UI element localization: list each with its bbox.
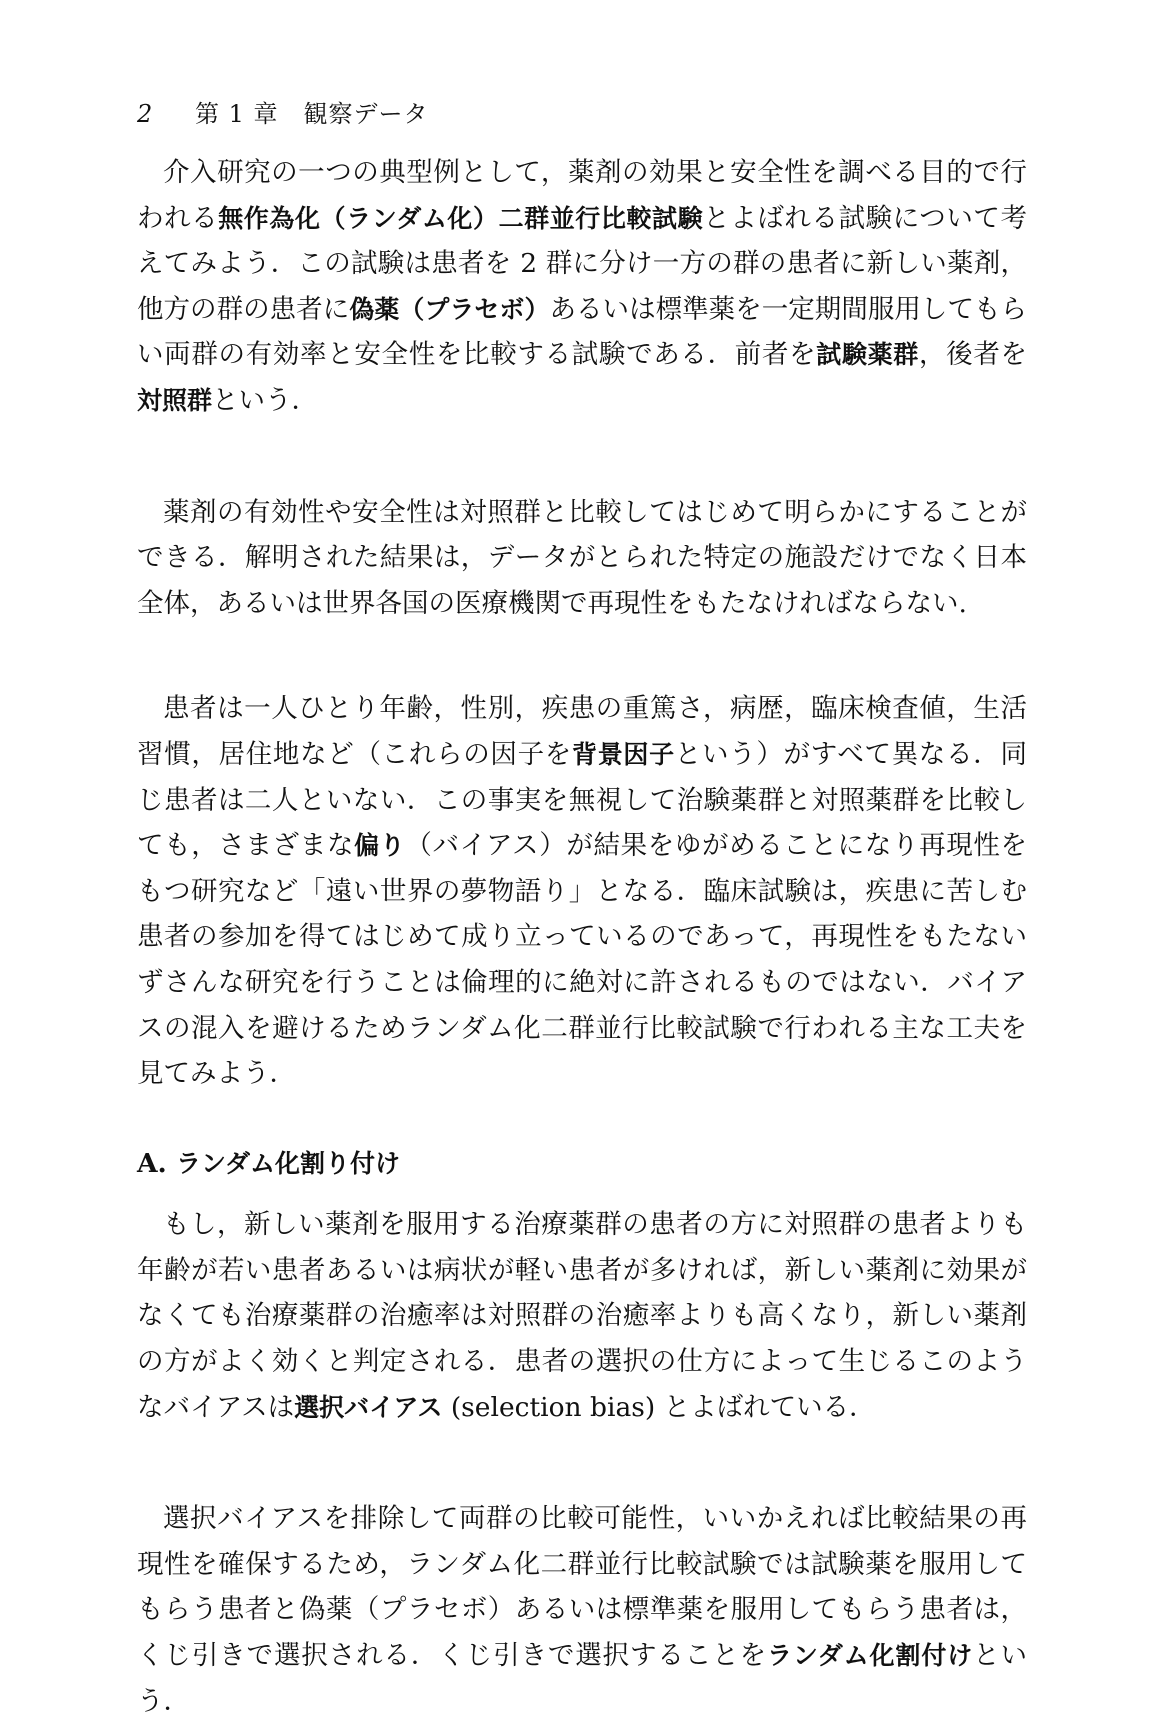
- text-run: あるいは標準薬を一定期間服用してもらい両群の有効率と安全性を比較する試験である．前者を: [137, 293, 1028, 371]
- text-run: 薬剤の有効性や安全性は対照群と比較してはじめて明らかにすることができる．解明された結果は，データがとられた特定の施設だけでなく日本全体，あるいは世界各国の医療機関で再現性をもたなければならない.: [137, 496, 1027, 619]
- bold-term: 偏り: [354, 831, 406, 861]
- paragraph-randomized-allocation: [137, 1496, 1027, 1724]
- bold-term: 背景因子: [572, 739, 675, 769]
- text-run: もし，新しい薬剤を服用する治療薬群の患者の方に対照群の患者よりも年齢が若い患者あるいは病状が軽い患者が多ければ，新しい薬剤に効果がなくても治療薬群の治癒率は対照群の治癒率よりも高くなり，新しい薬剤の方がよく効くと判定される．患者の選択の仕方によって生じるこのようなバイアスは: [137, 1209, 1027, 1423]
- section-number: A.: [137, 1147, 167, 1179]
- text-run: （バイアス）が結果をゆがめることになり再現性をもつ研究など「遠い世界の夢物語り」となる．臨床試験は，疾患に苦しむ患者の参加を得てはじめて成り立っているのであって，再現性をもたないずさんな研究を行うことは倫理的に絶対に許されるものではない．バイアスの混入を避けるためランダム化二群並行比較試験で行われる主な工夫を見てみよう．: [137, 830, 1027, 1090]
- section-heading: [137, 1141, 1027, 1187]
- section-title: ランダム化割り付け: [176, 1148, 401, 1178]
- text-run: という）がすべて異なる．同じ患者は二人といない．この事実を無視して治験薬群と対照薬群を比較しても，さまざまな: [137, 738, 1027, 862]
- paragraph-selection-bias: [137, 1202, 1027, 1430]
- bold-term: 無作為化（ランダム化）二群並行比較試験: [218, 203, 704, 233]
- paragraph-intervention-study: [137, 150, 1027, 424]
- text-run: ，後者を: [918, 339, 1027, 371]
- bold-term: 選択バイアス: [294, 1392, 443, 1422]
- document-page: [137, 96, 1027, 1724]
- bold-term: 偽薬（プラセボ）: [349, 294, 550, 324]
- text-run: (selection bias) とよばれている．: [442, 1391, 876, 1423]
- text-run: 患者は一人ひとり年齢，性別，疾患の重篤さ，病歴，臨床検査値，生活習慣，居住地など（これらの因子を: [137, 693, 1027, 770]
- page-number: 2: [137, 100, 153, 128]
- paragraph-background-factors: [137, 686, 1027, 1096]
- paragraph-efficacy-comparison: [137, 490, 1027, 627]
- bold-term: ランダム化割付け: [766, 1641, 974, 1671]
- bold-term: 試験薬群: [816, 340, 919, 370]
- chapter-title: 第 1 章 観察データ: [195, 100, 429, 128]
- text-run: 選択バイアスを排除して両群の比較可能性，いいかえれば比較結果の再現性を確保するため，ランダム化二群並行比較試験では試験薬を服用してもらう患者と偽薬（プラセボ）あるいは標準薬を服用してもらう患者は，くじ引きで選択される．くじ引きで選択することを: [137, 1503, 1027, 1672]
- running-head: [137, 96, 1027, 132]
- text-run: という．: [212, 384, 319, 416]
- bold-term: 対照群: [137, 385, 213, 415]
- text-run: という．: [137, 1640, 1027, 1717]
- text-run: とよばれる試験について考えてみよう．この試験は患者を 2 群に分け一方の群の患者に新しい薬剤，他方の群の患者に: [137, 202, 1027, 325]
- text-run: 介入研究の一つの典型例として，薬剤の効果と安全性を調べる目的で行われる: [137, 157, 1027, 234]
